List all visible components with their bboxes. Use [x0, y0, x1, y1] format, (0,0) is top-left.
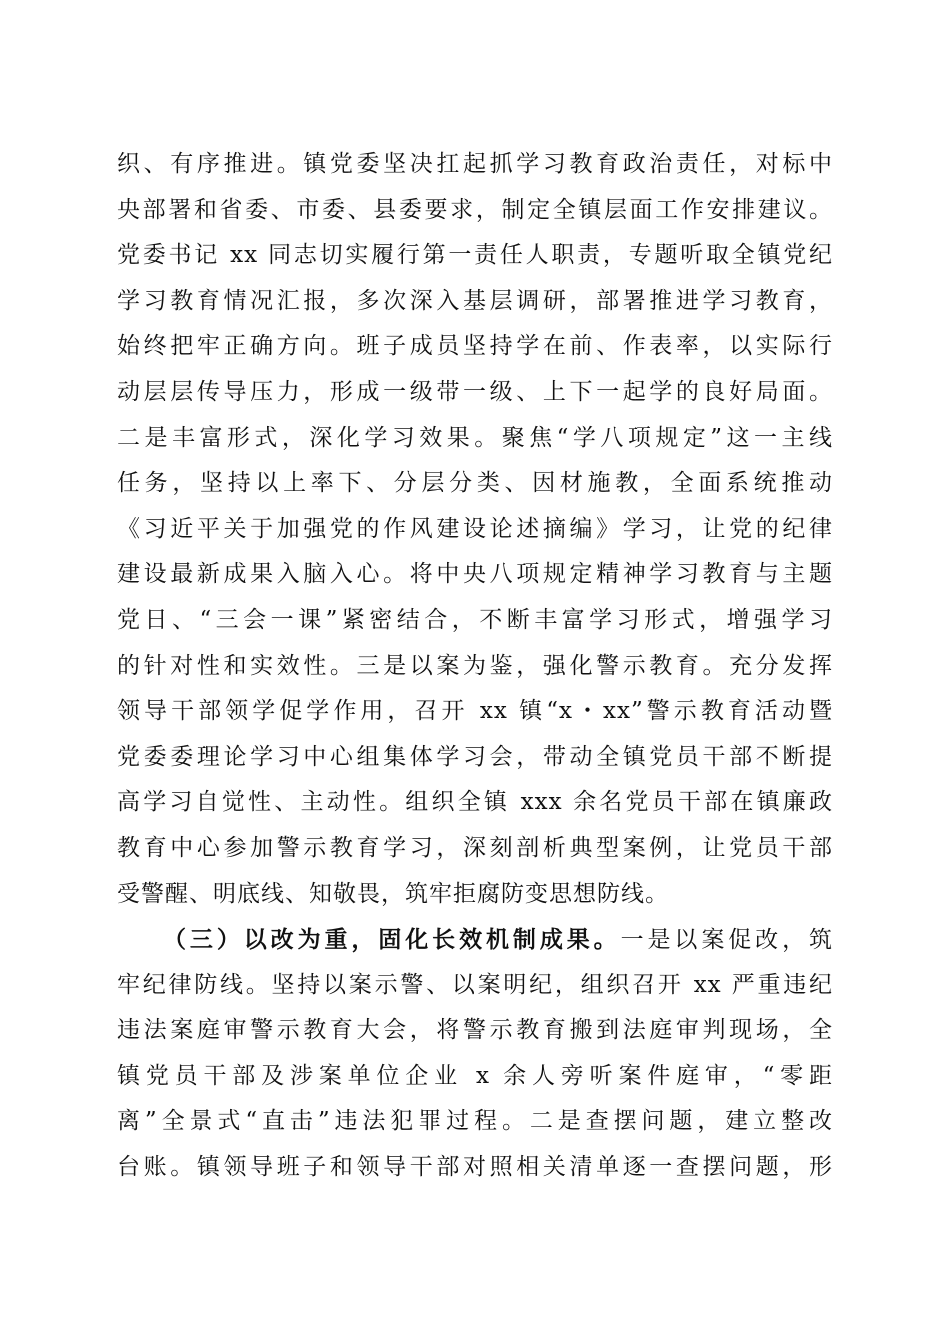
text-line: 领导干部领学促学作用，召开 xx 镇“x・xx”警示教育活动暨 — [117, 698, 833, 725]
section-3-heading: （三）以改为重，固化长效机制成果。 — [163, 926, 621, 954]
text-line: 党委书记 xx 同志切实履行第一责任人职责，专题听取全镇党纪 — [117, 242, 833, 269]
text-line: 高学习自觉性、主动性。组织全镇 xxx 余名党员干部在镇廉政 — [117, 789, 833, 816]
text-line: 《习近平关于加强党的作风建设论述摘编》学习，让党的纪律 — [117, 515, 833, 542]
text-line: 二是丰富形式，深化学习效果。聚焦“学八项规定”这一主线 — [117, 424, 833, 451]
text-line: 任务，坚持以上率下、分层分类、因材施教，全面系统推动 — [117, 470, 833, 497]
section-3-first-line — [117, 917, 833, 963]
section-3-first-line-text: 一是以案促改，筑 — [620, 927, 833, 954]
text-line: 教育中心参加警示教育学习，深刻剖析典型案例，让党员干部 — [117, 834, 833, 861]
text-line: 违法案庭审警示教育大会，将警示教育搬到法庭审判现场，全 — [117, 1017, 833, 1044]
text-line: 的针对性和实效性。三是以案为鉴，强化警示教育。充分发挥 — [117, 652, 833, 679]
text-line: 学习教育情况汇报，多次深入基层调研，部署推进学习教育， — [117, 287, 833, 314]
text-line: 央部署和省委、市委、县委要求，制定全镇层面工作安排建议。 — [117, 196, 833, 223]
text-line: 台账。镇领导班子和领导干部对照相关清单逐一查摆问题，形 — [117, 1154, 833, 1181]
text-line: 建设最新成果入脑入心。将中央八项规定精神学习教育与主题 — [117, 561, 833, 588]
text-line: 离”全景式“直击”违法犯罪过程。二是查摆问题，建立整改 — [117, 1108, 833, 1135]
text-line: 受警醒、明底线、知敬畏，筑牢拒腐防变思想防线。 — [117, 880, 669, 907]
text-line: 始终把牢正确方向。班子成员坚持学在前、作表率，以实际行 — [117, 333, 833, 360]
body-text — [117, 142, 833, 1191]
text-line: 党日、“三会一课”紧密结合，不断丰富学习形式，增强学习 — [117, 606, 833, 633]
text-line: 镇党员干部及涉案单位企业 x 余人旁听案件庭审，“零距 — [117, 1062, 833, 1089]
text-line: 牢纪律防线。坚持以案示警、以案明纪，组织召开 xx 严重违纪 — [117, 971, 833, 998]
text-line: 织、有序推进。镇党委坚决扛起抓学习教育政治责任，对标中 — [117, 151, 833, 177]
text-line: 动层层传导压力，形成一级带一级、上下一起学的良好局面。 — [117, 378, 833, 405]
text-line: 党委委理论学习中心组集体学习会，带动全镇党员干部不断提 — [117, 743, 833, 770]
